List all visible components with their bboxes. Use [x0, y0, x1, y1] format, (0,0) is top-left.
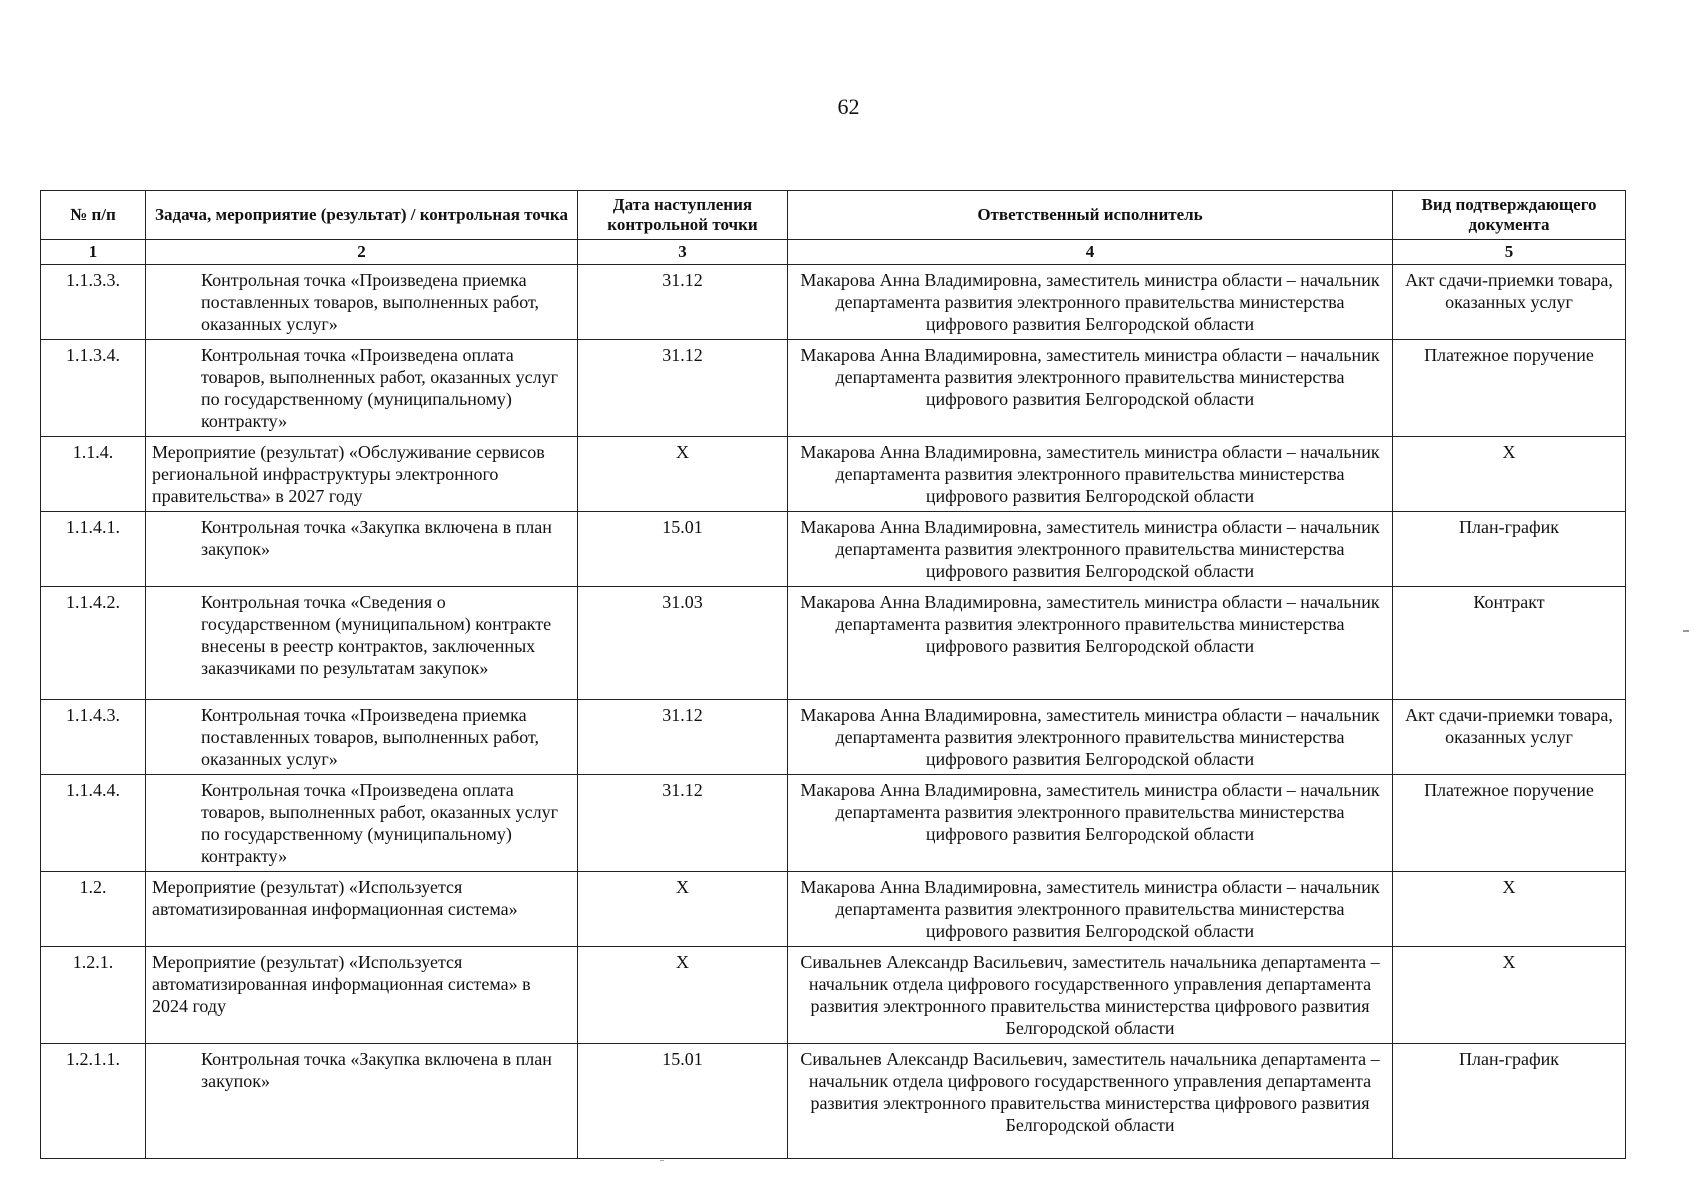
- row-task: Контрольная точка «Сведения о государственном (муниципальном) контракте внесены в реестр контрактов, заключенных заказчиками по результатам закупок»: [146, 587, 578, 700]
- row-number: 1.1.4.2.: [41, 587, 146, 700]
- row-responsible: Макарова Анна Владимировна, заместитель министра области – начальник департамента развития электронного правительства министерства цифрового развития Белгородской области: [788, 775, 1393, 872]
- table-row: [41, 775, 1626, 872]
- row-date: 15.01: [578, 1044, 788, 1159]
- column-number: 3: [578, 240, 788, 265]
- table-header-row: [41, 191, 1626, 240]
- row-responsible: Сивальнев Александр Васильевич, заместитель начальника департамента – начальник отдела цифрового государственного управления департамента развития электронного правительства министерства цифрового развития Белгородской области: [788, 947, 1393, 1044]
- row-task: Контрольная точка «Закупка включена в план закупок»: [146, 512, 578, 587]
- header-document: Вид подтверждающего документа: [1393, 191, 1626, 240]
- row-document: Контракт: [1393, 587, 1626, 700]
- table-row: [41, 265, 1626, 340]
- row-number: 1.1.3.4.: [41, 340, 146, 437]
- row-responsible: Макарова Анна Владимировна, заместитель министра области – начальник департамента развития электронного правительства министерства цифрового развития Белгородской области: [788, 872, 1393, 947]
- scan-margin-mark: [1683, 630, 1689, 632]
- row-task: Контрольная точка «Произведена оплата товаров, выполненных работ, оказанных услуг по государственному (муниципальному) контракту»: [146, 775, 578, 872]
- row-responsible: Макарова Анна Владимировна, заместитель министра области – начальник департамента развития электронного правительства министерства цифрового развития Белгородской области: [788, 700, 1393, 775]
- column-number: 5: [1393, 240, 1626, 265]
- column-number: 4: [788, 240, 1393, 265]
- row-task: Контрольная точка «Произведена оплата товаров, выполненных работ, оказанных услуг по государственному (муниципальному) контракту»: [146, 340, 578, 437]
- row-date: 31.12: [578, 265, 788, 340]
- row-responsible: Макарова Анна Владимировна, заместитель министра области – начальник департамента развития электронного правительства министерства цифрового развития Белгородской области: [788, 437, 1393, 512]
- row-responsible: Макарова Анна Владимировна, заместитель министра области – начальник департамента развития электронного правительства министерства цифрового развития Белгородской области: [788, 587, 1393, 700]
- table-row: [41, 872, 1626, 947]
- row-task: Мероприятие (результат) «Обслуживание сервисов региональной инфраструктуры электронного правительства» в 2027 году: [146, 437, 578, 512]
- row-number: 1.2.1.1.: [41, 1044, 146, 1159]
- table-row: [41, 700, 1626, 775]
- row-task: Контрольная точка «Произведена приемка поставленных товаров, выполненных работ, оказанных услуг»: [146, 265, 578, 340]
- row-date: X: [578, 872, 788, 947]
- row-number: 1.1.4.1.: [41, 512, 146, 587]
- row-document: Платежное поручение: [1393, 775, 1626, 872]
- row-responsible: Макарова Анна Владимировна, заместитель министра области – начальник департамента развития электронного правительства министерства цифрового развития Белгородской области: [788, 265, 1393, 340]
- table-row: [41, 1044, 1626, 1159]
- header-task: Задача, мероприятие (результат) / контрольная точка: [146, 191, 578, 240]
- row-document: Акт сдачи-приемки товара, оказанных услуг: [1393, 265, 1626, 340]
- table-row: [41, 587, 1626, 700]
- row-responsible: Макарова Анна Владимировна, заместитель министра области – начальник департамента развития электронного правительства министерства цифрового развития Белгородской области: [788, 512, 1393, 587]
- header-responsible: Ответственный исполнитель: [788, 191, 1393, 240]
- row-date: 31.12: [578, 340, 788, 437]
- row-responsible: Макарова Анна Владимировна, заместитель министра области – начальник департамента развития электронного правительства министерства цифрового развития Белгородской области: [788, 340, 1393, 437]
- column-number: 1: [41, 240, 146, 265]
- row-date: X: [578, 947, 788, 1044]
- row-task: Мероприятие (результат) «Используется автоматизированная информационная система»: [146, 872, 578, 947]
- row-number: 1.1.4.: [41, 437, 146, 512]
- row-document: Акт сдачи-приемки товара, оказанных услуг: [1393, 700, 1626, 775]
- row-document: X: [1393, 947, 1626, 1044]
- row-document: План-график: [1393, 512, 1626, 587]
- row-date: 31.03: [578, 587, 788, 700]
- header-date: Дата наступления контрольной точки: [578, 191, 788, 240]
- row-task: Контрольная точка «Произведена приемка поставленных товаров, выполненных работ, оказанных услуг»: [146, 700, 578, 775]
- page-number: 62: [837, 94, 860, 119]
- row-date: 31.12: [578, 700, 788, 775]
- row-number: 1.1.3.3.: [41, 265, 146, 340]
- row-document: X: [1393, 437, 1626, 512]
- row-responsible: Сивальнев Александр Васильевич, заместитель начальника департамента – начальник отдела цифрового государственного управления департамента развития электронного правительства министерства цифрового развития Белгородской области: [788, 1044, 1393, 1159]
- row-date: X: [578, 437, 788, 512]
- table-row: [41, 437, 1626, 512]
- row-number: 1.1.4.4.: [41, 775, 146, 872]
- table-row: [41, 512, 1626, 587]
- column-number: 2: [146, 240, 578, 265]
- row-task: Мероприятие (результат) «Используется автоматизированная информационная система» в 2024 году: [146, 947, 578, 1044]
- table-row: [41, 947, 1626, 1044]
- row-date: 15.01: [578, 512, 788, 587]
- column-number-row: [41, 240, 1626, 265]
- control-points-table: [40, 190, 1626, 1159]
- row-document: X: [1393, 872, 1626, 947]
- header-number: № п/п: [41, 191, 146, 240]
- row-number: 1.2.1.: [41, 947, 146, 1044]
- row-document: Платежное поручение: [1393, 340, 1626, 437]
- table-row: [41, 340, 1626, 437]
- scan-dust-mark: [660, 1160, 664, 1161]
- row-number: 1.2.: [41, 872, 146, 947]
- row-document: План-график: [1393, 1044, 1626, 1159]
- row-task: Контрольная точка «Закупка включена в план закупок»: [146, 1044, 578, 1159]
- row-number: 1.1.4.3.: [41, 700, 146, 775]
- row-date: 31.12: [578, 775, 788, 872]
